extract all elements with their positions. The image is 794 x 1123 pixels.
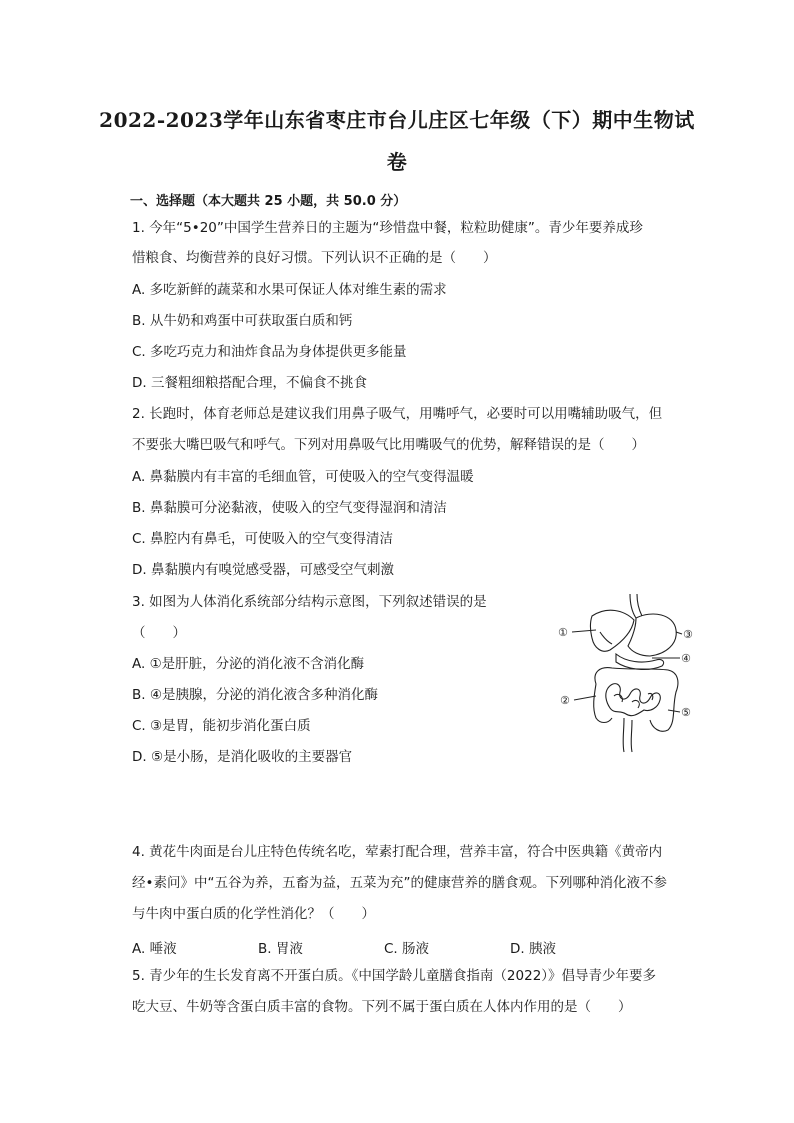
question-5-stem-cont: 吃大豆、牛奶等含蛋白质丰富的食物。下列不属于蛋白质在人体内作用的是（ ） — [132, 999, 632, 1015]
question-4-option-a: A. 唾液 — [132, 941, 177, 957]
figure-label-5: ⑤ — [681, 706, 691, 719]
question-4-options — [132, 937, 636, 957]
question-3-option-c: C. ③是胃，能初步消化蛋白质 — [132, 718, 311, 734]
question-5-stem: 5. 青少年的生长发育离不开蛋白质。《中国学龄儿童膳食指南（2022）》倡导青少年要多 — [132, 968, 657, 984]
figure-label-2: ② — [560, 694, 570, 707]
pancreas-shape — [616, 654, 664, 669]
question-4-option-b: B. 胃液 — [258, 941, 303, 957]
question-2-option-c: C. 鼻腔内有鼻毛，可使吸入的空气变得清洁 — [132, 531, 394, 547]
figure-label-4: ④ — [681, 652, 691, 665]
question-1-option-c: C. 多吃巧克力和油炸食品为身体提供更多能量 — [132, 344, 407, 360]
question-1-option-d: D. 三餐粗细粮搭配合理，不偏食不挑食 — [132, 375, 367, 391]
question-1-stem-cont: 惜粮食、均衡营养的良好习惯。下列认识不正确的是（ ） — [132, 250, 497, 266]
question-2-option-b: B. 鼻黏膜可分泌黏液，使吸入的空气变得湿润和清洁 — [132, 500, 447, 516]
question-4-option-d: D. 胰液 — [510, 941, 556, 957]
question-2-option-d: D. 鼻黏膜内有嗅觉感受器，可感受空气刺激 — [132, 562, 394, 578]
ascending-colon-shape — [594, 684, 612, 723]
question-3-option-a: A. ①是肝脏，分泌的消化液不含消化酶 — [132, 656, 365, 672]
question-3-stem: 3. 如图为人体消化系统部分结构示意图，下列叙述错误的是 — [132, 594, 487, 610]
digestive-system-figure — [552, 592, 702, 758]
question-1-option-b: B. 从牛奶和鸡蛋中可获取蛋白质和钙 — [132, 313, 353, 329]
question-4-stem-cont2: 与牛肉中蛋白质的化学性消化？（ ） — [132, 906, 375, 922]
question-1-option-a: A. 多吃新鲜的蔬菜和水果可保证人体对维生素的需求 — [132, 282, 447, 298]
figure-label-1: ① — [558, 626, 568, 639]
figure-label-3: ③ — [683, 628, 693, 641]
question-4-stem-cont: 经•素问》中“五谷为养，五畜为益，五菜为充”的健康营养的膳食观。下列哪种消化液不参 — [132, 875, 667, 891]
question-1-stem: 1. 今年“5•20”中国学生营养日的主题为“珍惜盘中餐，粒粒助健康”。青少年要养成珍 — [132, 220, 643, 236]
question-4-option-c: C. 肠液 — [384, 941, 430, 957]
leader-line-2 — [574, 696, 596, 700]
question-2-stem-cont: 不要张大嘴巴吸气和呼气。下列对用鼻吸气比用嘴吸气的优势，解释错误的是（ ） — [132, 437, 645, 453]
question-4-stem: 4. 黄花牛肉面是台儿庄特色传统名吃，荤素打配合理，营养丰富，符合中医典籍《黄帝内 — [132, 844, 663, 860]
liver-detail — [600, 632, 612, 644]
esophagus-shape-2 — [637, 594, 642, 616]
section-heading: 一、选择题（本大题共 25 小题，共 50.0 分） — [130, 194, 407, 209]
question-3-stem-cont: （ ） — [132, 625, 186, 641]
esophagus-shape — [630, 594, 636, 618]
question-2-option-a: A. 鼻黏膜内有丰富的毛细血管，可使吸入的空气变得温暖 — [132, 469, 474, 485]
leader-line-3 — [676, 632, 682, 634]
page-title: 2022-2023学年山东省枣庄市台儿庄区七年级（下）期中生物试 — [99, 108, 695, 132]
question-2-stem: 2. 长跑时，体育老师总是建议我们用鼻子吸气，用嘴呼气，必要时可以用嘴辅助吸气，但 — [132, 406, 663, 422]
page-title-cont: 卷 — [386, 150, 408, 174]
question-3-option-d: D. ⑤是小肠，是消化吸收的主要器官 — [132, 749, 353, 765]
stomach-shape — [628, 614, 676, 656]
leader-line-1 — [572, 630, 596, 632]
rectum-shape — [623, 718, 632, 752]
liver-shape — [591, 610, 635, 651]
question-3-option-b: B. ④是胰腺，分泌的消化液含多种消化酶 — [132, 687, 378, 703]
